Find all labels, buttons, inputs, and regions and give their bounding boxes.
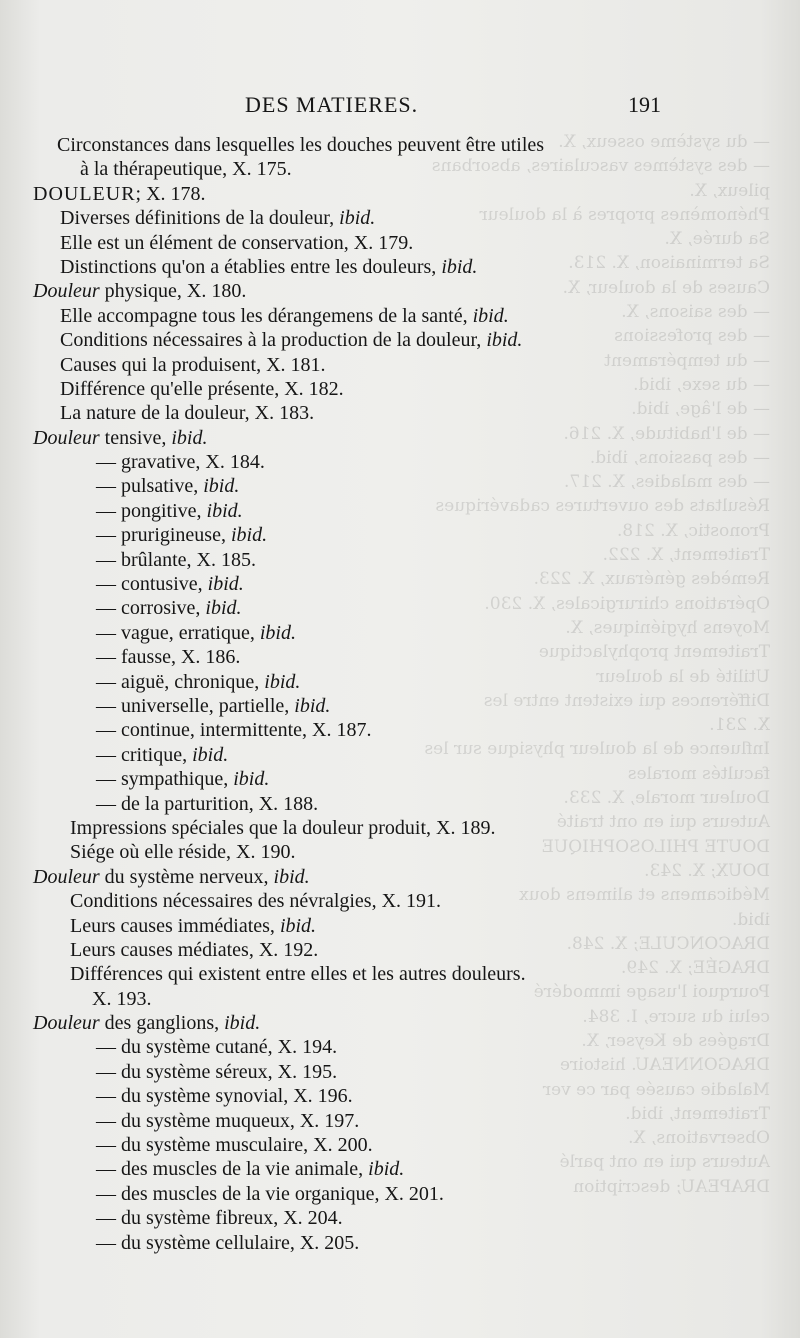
index-line bbox=[0, 889, 800, 913]
index-line bbox=[0, 499, 800, 523]
ibid-reference: ibid. bbox=[273, 865, 310, 888]
line-text: Leurs causes médiates, X. 192. bbox=[70, 938, 319, 961]
index-line bbox=[0, 670, 800, 694]
index-heading bbox=[0, 182, 800, 206]
line-text: — vague, erratique, bbox=[96, 621, 260, 644]
index-line bbox=[0, 401, 800, 425]
line-text: — sympathique, bbox=[96, 768, 234, 791]
line-text: — universelle, partielle, bbox=[96, 694, 295, 717]
index-heading bbox=[0, 865, 800, 889]
line-text: — des muscles de la vie organique, X. 201. bbox=[96, 1182, 444, 1205]
line-text: — prurigineuse, bbox=[96, 524, 231, 547]
index-line bbox=[0, 523, 800, 547]
index-line bbox=[0, 1035, 800, 1059]
index-line bbox=[0, 304, 800, 328]
line-text: — de la parturition, X. 188. bbox=[96, 792, 319, 815]
line-text: Distinctions qu'on a établies entre les douleurs, bbox=[60, 255, 442, 278]
index-heading bbox=[0, 1011, 800, 1035]
line-text: Différences qui existent entre elles et les autres douleurs. bbox=[70, 963, 526, 986]
ibid-reference: ibid. bbox=[472, 304, 509, 327]
index-line bbox=[0, 157, 800, 181]
index-line bbox=[0, 1109, 800, 1133]
index-line bbox=[0, 792, 800, 816]
line-text: Diverses définitions de la douleur, bbox=[60, 207, 340, 230]
index-heading bbox=[0, 279, 800, 303]
ibid-reference: ibid. bbox=[486, 329, 523, 352]
index-line bbox=[0, 231, 800, 255]
line-text: ; X. 178. bbox=[135, 182, 206, 205]
index-line bbox=[0, 694, 800, 718]
line-text: — du système séreux, X. 195. bbox=[96, 1060, 338, 1083]
index-line bbox=[0, 840, 800, 864]
line-text: — corrosive, bbox=[96, 597, 206, 620]
ibid-reference: ibid. bbox=[294, 694, 331, 717]
index-line bbox=[0, 938, 800, 962]
ibid-reference: ibid. bbox=[441, 255, 478, 278]
ibid-reference: ibid. bbox=[230, 524, 268, 547]
page-number: 191 bbox=[628, 92, 661, 117]
index-line bbox=[0, 767, 800, 791]
line-text: — aiguë, chronique, bbox=[96, 670, 265, 693]
running-header bbox=[0, 92, 800, 122]
ibid-reference: ibid. bbox=[279, 914, 317, 937]
line-text: — critique, bbox=[96, 743, 193, 766]
ibid-reference: ibid. bbox=[203, 475, 240, 498]
heading-word: DOULEUR bbox=[33, 182, 136, 205]
line-text: — du système synovial, X. 196. bbox=[96, 1085, 353, 1108]
line-text: — pongitive, bbox=[96, 499, 207, 522]
index-line bbox=[0, 1157, 800, 1181]
index-line bbox=[0, 914, 800, 938]
line-text: — brûlante, X. 185. bbox=[96, 548, 256, 571]
index-line bbox=[0, 328, 800, 352]
line-text: Leurs causes immédiates, bbox=[70, 914, 280, 937]
line-text: — du système musculaire, X. 200. bbox=[96, 1134, 373, 1157]
ibid-reference: ibid. bbox=[368, 1158, 405, 1181]
index-line bbox=[0, 743, 800, 767]
index-line bbox=[0, 1084, 800, 1108]
line-text: — fausse, X. 186. bbox=[96, 646, 241, 669]
line-text: Siége où elle réside, X. 190. bbox=[70, 841, 296, 864]
ibid-reference: ibid. bbox=[171, 426, 208, 449]
heading-word: Douleur bbox=[33, 426, 100, 449]
line-text: — du système muqueux, X. 197. bbox=[96, 1109, 360, 1132]
line-text: Impressions spéciales que la douleur produit, X. 189. bbox=[70, 816, 496, 839]
line-text: Conditions nécessaires à la production de la douleur, bbox=[60, 329, 487, 352]
ibid-reference: ibid. bbox=[224, 1012, 261, 1035]
line-text: des ganglions, bbox=[99, 1012, 225, 1035]
index-line bbox=[0, 1231, 800, 1255]
ibid-reference: ibid. bbox=[233, 768, 270, 791]
line-text: — contusive, bbox=[96, 573, 208, 596]
index-line bbox=[0, 548, 800, 572]
line-text: Elle est un élément de conservation, X. 179. bbox=[60, 231, 414, 254]
index-line bbox=[0, 816, 800, 840]
ibid-reference: ibid. bbox=[339, 207, 376, 230]
line-text: — gravative, X. 184. bbox=[96, 451, 265, 474]
index-line bbox=[0, 450, 800, 474]
line-text: à la thérapeutique, X. 175. bbox=[80, 158, 292, 181]
line-text: Conditions nécessaires des névralgies, X. 191. bbox=[70, 890, 442, 913]
running-title: DES MATIERES. bbox=[245, 92, 419, 117]
line-text: — du système fibreux, X. 204. bbox=[96, 1207, 343, 1230]
line-text: du système nerveux, bbox=[99, 865, 274, 888]
line-text: — des muscles de la vie animale, bbox=[96, 1158, 369, 1181]
line-text: X. 193. bbox=[92, 987, 152, 1010]
line-text: — pulsative, bbox=[96, 475, 204, 498]
heading-word: Douleur bbox=[33, 280, 100, 303]
line-text: — du système cellulaire, X. 205. bbox=[96, 1231, 360, 1254]
ibid-reference: ibid. bbox=[264, 670, 301, 693]
index-line bbox=[0, 987, 800, 1011]
index-line bbox=[0, 1206, 800, 1230]
index-line bbox=[0, 1133, 800, 1157]
ibid-reference: ibid. bbox=[205, 597, 242, 620]
line-text: Elle accompagne tous les dérangemens de la santé, bbox=[60, 304, 473, 327]
index-line bbox=[0, 645, 800, 669]
line-text: Différence qu'elle présente, X. 182. bbox=[60, 377, 344, 400]
ibid-reference: ibid. bbox=[207, 573, 244, 596]
ibid-reference: ibid. bbox=[206, 499, 243, 522]
index-line bbox=[0, 1060, 800, 1084]
index-line bbox=[0, 596, 800, 620]
index-entries bbox=[0, 133, 800, 1255]
ibid-reference: ibid. bbox=[192, 743, 229, 766]
index-line bbox=[0, 133, 800, 157]
ibid-reference: ibid. bbox=[259, 621, 296, 644]
index-line bbox=[0, 1182, 800, 1206]
line-text: Causes qui la produisent, X. 181. bbox=[60, 353, 326, 376]
heading-word: Douleur bbox=[33, 865, 100, 888]
index-line bbox=[0, 255, 800, 279]
index-line bbox=[0, 206, 800, 230]
index-line bbox=[0, 474, 800, 498]
heading-word: Douleur bbox=[33, 1012, 100, 1035]
index-line bbox=[0, 572, 800, 596]
index-line bbox=[0, 621, 800, 645]
line-text: physique, X. 180. bbox=[99, 280, 247, 303]
index-line bbox=[0, 962, 800, 986]
line-text: tensive, bbox=[99, 426, 172, 449]
bleed-through-text: — du système osseux, X. — des systèmes vasculaires, absorbans pileux, X. Phénomènes propres à la douleur Sa durée, X. Sa terminaison, X. 213. Causes de la douleur, X. — des saisons, X. — des professions — du tempérament — du sexe, ibid. — de l'âge, ibid. — de l'habitude, X. 216. — des passions, ibid. — des maladies, X. 217. Résultats des ouvertures cadavériques Pronostic, X. 218. Traitement, X. 222. Remèdes généraux, X. 223. Opérations chirurgicales, X. 230. Moyens hygiéniques, X. Traitement prophylactique Utilité de la douleur Différences qui existent entre les X. 231. Influence de la douleur physique sur les facultés morales Douleur morale, X. 233. Auteurs qui en ont traité DOUTE PHILOSOPHIQUE DOUX; X. 243. Médicamens et alimens doux ibid. DRACONCULE; X. 248. DRAGÉE; X. 249. Pourquoi l'usage immodéré celui du sucre, I. 384. Dragées de Keyser, X. DRAGONNEAU. histoire Maladie causée par ce ver Traitement, ibid. Observations, X. Auteurs qui en ont parlé DRAPEAU; description bbox=[424, 132, 770, 1197]
line-text: — continue, intermittente, X. 187. bbox=[96, 719, 372, 742]
line-text: — du système cutané, X. 194. bbox=[96, 1036, 338, 1059]
index-heading bbox=[0, 426, 800, 450]
line-text: La nature de la douleur, X. 183. bbox=[60, 402, 315, 425]
line-text: Circonstances dans lesquelles les douches peuvent être utiles bbox=[57, 134, 545, 156]
index-line bbox=[0, 353, 800, 377]
index-line bbox=[0, 377, 800, 401]
index-line bbox=[0, 718, 800, 742]
